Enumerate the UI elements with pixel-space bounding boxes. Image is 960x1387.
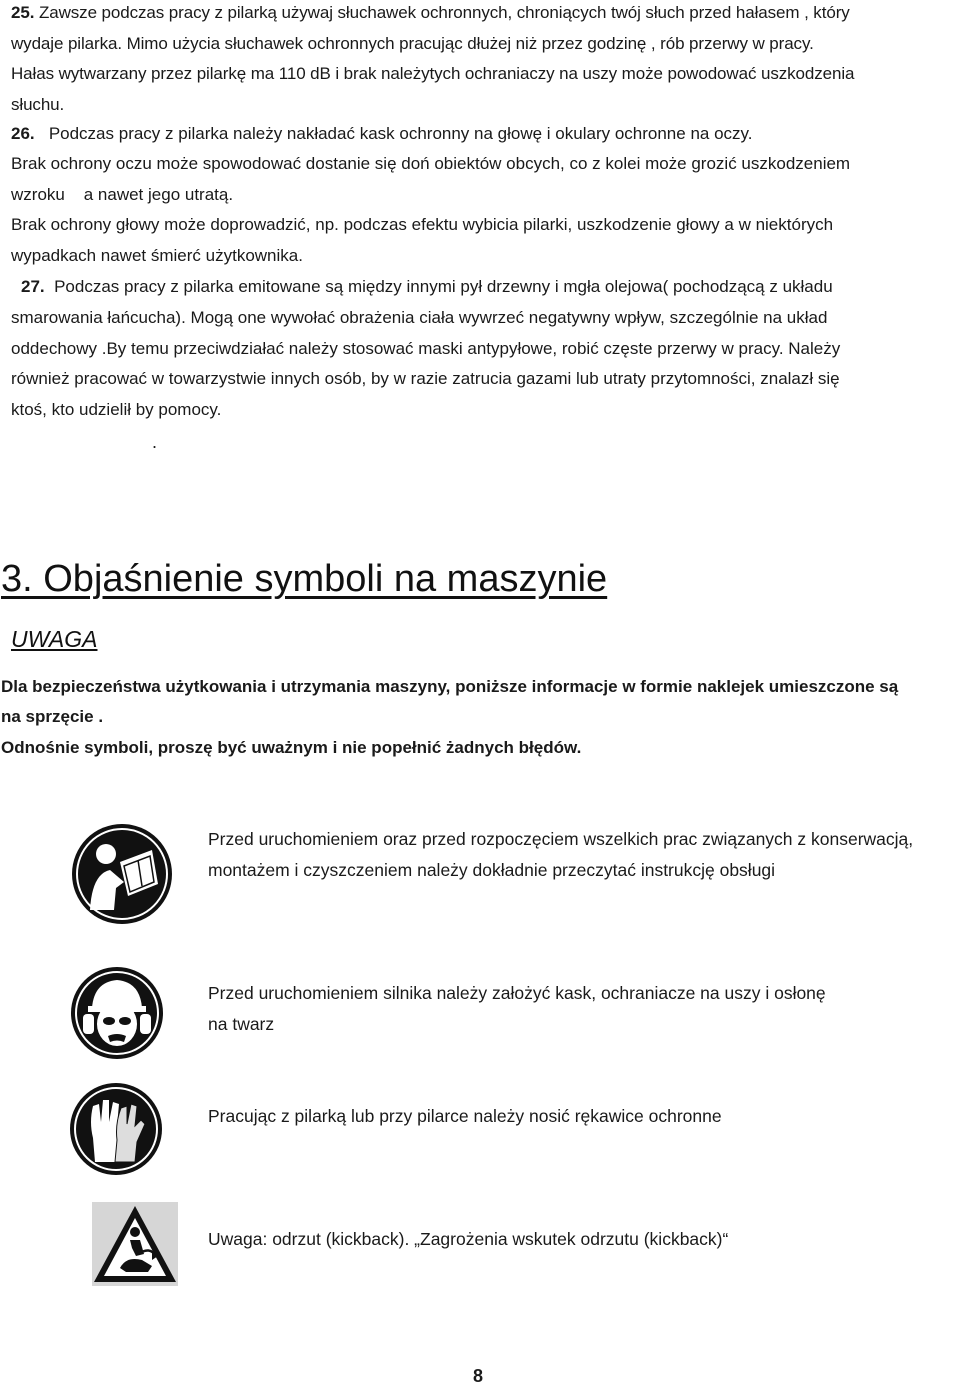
para27-line3: oddechowy .By temu przeciwdziałać należy stosować maski antypyłowe, robić częste przerwy w pracy. Należy <box>11 339 841 358</box>
para25-text1: Zawsze podczas pracy z pilarką używaj słuchawek ochronnych, chroniących twój słuch przed hałasem , który <box>38 3 850 22</box>
para27-line4: również pracować w towarzystwie innych osób, by w razie zatrucia gazami lub utraty przytomności, znalazł się <box>11 369 840 388</box>
para25-line3: Hałas wytwarzany przez pilarkę ma 110 dB i brak należytych ochraniaczy na uszy może powodować uszkodzenia <box>11 64 855 83</box>
symbol-4-line1: Uwaga: odrzut (kickback). „Zagrożenia wskutek odrzutu (kickback)“ <box>208 1229 729 1249</box>
page-number: 8 <box>473 1366 484 1386</box>
para25-line1 <box>11 3 850 23</box>
protective-gloves-icon <box>69 1082 163 1181</box>
para27-line1 <box>21 277 833 297</box>
read-manual-icon <box>70 822 174 931</box>
para26-line4: Brak ochrony głowy może doprowadzić, np. podczas efektu wybicia pilarki, uszkodzenie głowy a w niektórych <box>11 215 834 234</box>
para25-line4: słuchu. <box>11 95 65 114</box>
intro-bold-line3: Odnośnie symboli, proszę być uważnym i nie popełnić żadnych błędów. <box>1 738 582 757</box>
para27-number: 27. <box>21 277 45 296</box>
intro-bold-line1: Dla bezpieczeństwa użytkowania i utrzymania maszyny, poniższe informacje w formie naklejek umieszczone są <box>1 677 899 696</box>
intro-bold-line2: na sprzęcie . <box>1 707 104 726</box>
symbol-3-line1: Pracując z pilarką lub przy pilarce należy nosić rękawice ochronne <box>208 1106 722 1126</box>
para26-line3: wzroku a nawet jego utratą. <box>11 185 234 204</box>
para27-line5: ktoś, kto udzielił by pomocy. <box>11 400 222 419</box>
para26-text1: Podczas pracy z pilarka należy nakładać kask ochronny na głowę i okulary ochronne na oczy. <box>48 124 753 143</box>
kickback-warning-icon <box>92 1202 178 1291</box>
para27-text1: Podczas pracy z pilarka emitowane są między innymi pył drzewny i mgła olejowa( pochodzącą z układu <box>54 277 833 296</box>
symbol-2-line1: Przed uruchomieniem silnika należy założyć kask, ochraniacze na uszy i osłonę <box>208 983 826 1003</box>
section-heading: 3. Objaśnienie symboli na maszynie <box>1 558 608 600</box>
para26-line2: Brak ochrony oczu może spowodować dostanie się doń obiektów obcych, co z kolei może grozić uszkodzeniem <box>11 154 851 173</box>
para27-line2: smarowania łańcucha). Mogą one wywołać obrażenia ciała wywrzeć negatywny wpływ, szczególnie na układ <box>11 308 828 327</box>
symbol-1-line2: montażem i czyszczeniem należy dokładnie przeczytać instrukcję obsługi <box>208 860 776 880</box>
symbol-1-line1: Przed uruchomieniem oraz przed rozpoczęciem wszelkich prac związanych z konserwacją, <box>208 829 914 849</box>
para26-number: 26. <box>11 124 35 143</box>
stray-dot: . <box>152 432 158 452</box>
helmet-earmuffs-face-shield-icon <box>70 966 164 1065</box>
para25-line2: wydaje pilarka. Mimo użycia słuchawek ochronnych pracując dłużej niż przez godzinę , rób przerwy w pracy. <box>11 34 814 53</box>
para26-line1 <box>11 124 753 144</box>
uwaga-label: UWAGA <box>11 626 98 652</box>
symbol-2-line2: na twarz <box>208 1014 275 1034</box>
para26-line5: wypadkach nawet śmierć użytkownika. <box>11 246 303 265</box>
para25-number: 25. <box>11 3 35 22</box>
